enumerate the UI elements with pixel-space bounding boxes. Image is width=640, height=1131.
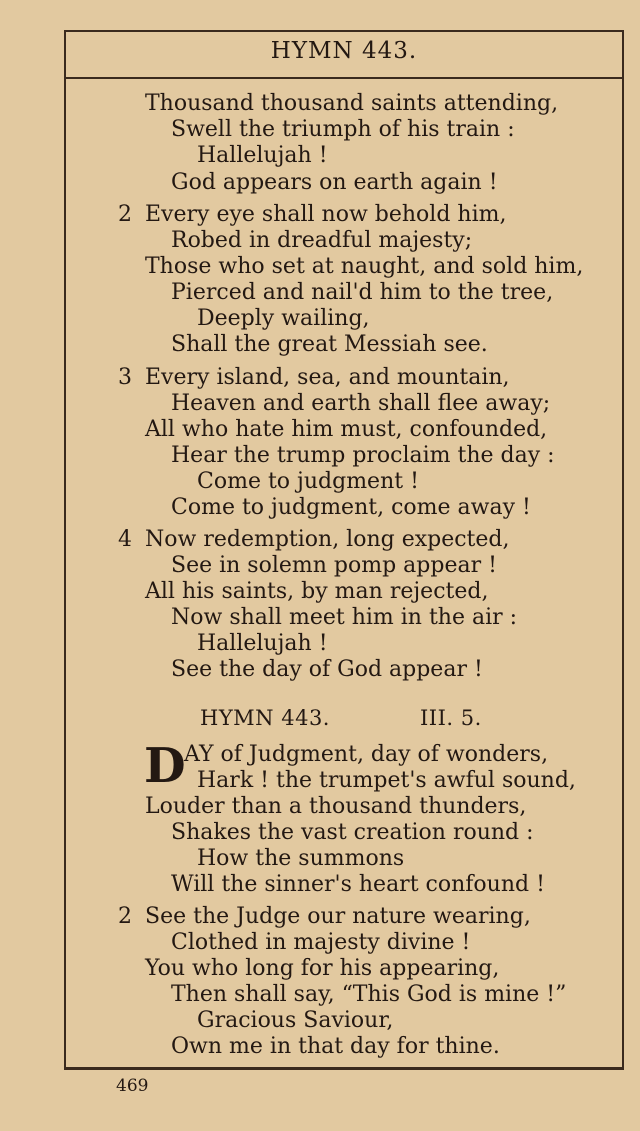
verse-line: How the summons bbox=[197, 846, 405, 871]
verse-line: Come to judgment, come away ! bbox=[171, 495, 531, 520]
verse-line: Now redemption, long expected, bbox=[145, 527, 510, 552]
verse-line: All his saints, by man rejected, bbox=[145, 579, 489, 604]
verse-line: Every island, sea, and mountain, bbox=[145, 365, 510, 390]
verse-line: Will the sinner's heart confound ! bbox=[171, 872, 545, 897]
verse-line: Hallelujah ! bbox=[197, 143, 328, 168]
verse-line: Now shall meet him in the air : bbox=[171, 605, 518, 630]
verse-line: All who hate him must, confounded, bbox=[145, 417, 548, 442]
verse-line: Heaven and earth shall flee away; bbox=[171, 391, 551, 416]
verse-line: God appears on earth again ! bbox=[171, 170, 498, 195]
running-head: HYMN 443. bbox=[270, 38, 418, 64]
verse-number: 3 bbox=[118, 365, 132, 390]
verse-number: 2 bbox=[118, 202, 132, 227]
verse-line: Shall the great Messiah see. bbox=[171, 332, 488, 357]
verse-line: Clothed in majesty divine ! bbox=[171, 930, 471, 955]
hymn-title: HYMN 443. bbox=[200, 706, 330, 730]
verse-line: Louder than a thousand thunders, bbox=[145, 794, 527, 819]
verse-line: Hallelujah ! bbox=[197, 631, 328, 656]
verse-line: Gracious Saviour, bbox=[197, 1008, 394, 1033]
verse-line: Come to judgment ! bbox=[197, 469, 419, 494]
verse-number: 2 bbox=[118, 904, 132, 929]
verse-line: AY of Judgment, day of wonders, bbox=[184, 742, 549, 767]
page-number: 469 bbox=[116, 1076, 149, 1096]
verse-line: Pierced and nail'd him to the tree, bbox=[171, 280, 554, 305]
verse-line: Then shall say, “This God is mine !” bbox=[171, 982, 567, 1007]
verse-line: Deeply wailing, bbox=[197, 306, 370, 331]
verse-line: Own me in that day for thine. bbox=[171, 1034, 500, 1059]
drop-cap: D bbox=[144, 738, 186, 794]
verse-line: See in solemn pomp appear ! bbox=[171, 553, 497, 578]
verse-line: You who long for his appearing, bbox=[145, 956, 500, 981]
verse-line: See the day of God appear ! bbox=[171, 657, 483, 682]
verse-line: Hear the trump proclaim the day : bbox=[171, 443, 555, 468]
verse-number: 4 bbox=[118, 527, 132, 552]
verse-line: Every eye shall now behold him, bbox=[145, 202, 507, 227]
hymn-meter: III. 5. bbox=[420, 706, 482, 730]
verse-line: Shakes the vast creation round : bbox=[171, 820, 534, 845]
verse-line: Hark ! the trumpet's awful sound, bbox=[197, 768, 576, 793]
verse-line: Robed in dreadful majesty; bbox=[171, 228, 473, 253]
verse-line: Those who set at naught, and sold him, bbox=[145, 254, 584, 279]
verse-line: Thousand thousand saints attending, bbox=[145, 91, 559, 116]
verse-line: Swell the triumph of his train : bbox=[171, 117, 515, 142]
verse-line: See the Judge our nature wearing, bbox=[145, 904, 531, 929]
header-rule bbox=[64, 77, 624, 79]
